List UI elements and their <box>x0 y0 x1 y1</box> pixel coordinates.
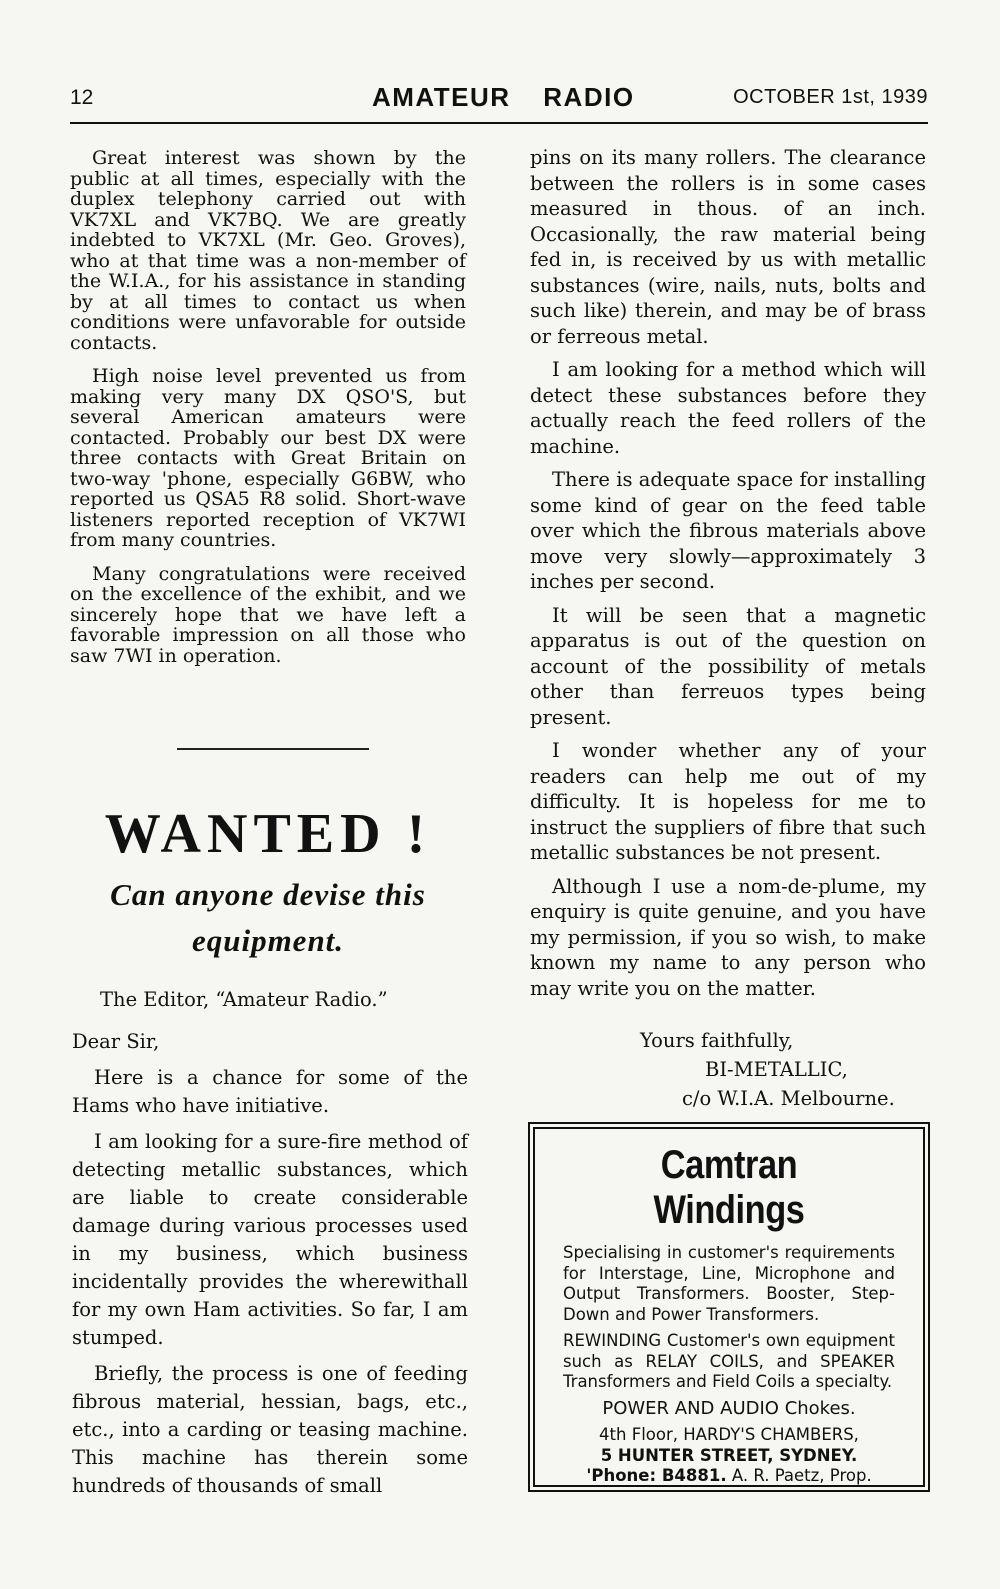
letter-left-column <box>72 986 468 1508</box>
paragraph: I am looking for a sure-fire method of detecting metallic substances, which are liable to create considerable damage during various processes used in my business, which business incidentally provides the wherewithall for my own Ham activities. So far, I am stumped. <box>72 1130 468 1349</box>
paragraph: Great interest was shown by the public at all times, especially with the duplex telephony carried out with VK7XL and VK7BQ. We are greatly indebted to VK7XL (Mr. Geo. Groves), who at that time was a non-member of the W.I.A., for his assistance in standing by at all times to contact us when conditions were unfavorable for outside contacts. <box>70 147 466 354</box>
letter-addressee: The Editor, “Amateur Radio.” <box>100 988 388 1011</box>
ad-specialising: Specialising in customer's requirements for Interstage, Line, Microphone and Output Transformers. Booster, Step-Down and Power Transformers. <box>563 1243 895 1324</box>
publication-title: AMATEUR RADIO <box>372 82 635 112</box>
wanted-heading: WANTED ! <box>104 803 432 865</box>
ad-chokes: POWER AND AUDIO Chokes. <box>602 1397 856 1419</box>
ad-proprietor: A. R. Paetz, Prop. <box>731 1466 872 1485</box>
letter-address: c/o W.I.A. Melbourne. <box>682 1087 895 1110</box>
ad-address-line2: 5 HUNTER STREET, SYDNEY. <box>600 1445 858 1465</box>
letter-signature: BI-METALLIC, <box>705 1058 848 1081</box>
letter-signoff <box>530 1026 926 1113</box>
paragraph: There is adequate space for installing some kind of gear on the feed table over which the fibrous materials above move very slowly—approximately 3 inches per second. <box>530 468 926 593</box>
ad-title: Camtran Windings <box>653 1143 805 1232</box>
paragraph: pins on its many rollers. The clearance between the rollers is in some cases measured in thous. of an inch. Occasionally, the raw material being fed in, is received by us with metallic substances (wire, nails, nuts, bolts and such like) therein, and may be of brass or ferreous metal. <box>530 146 926 348</box>
ad-rewinding: REWINDING Customer's own equipment such as RELAY COILS, and SPEAKER Transformers and Field Coils a specialty. <box>563 1331 895 1391</box>
paragraph: I wonder whether any of your readers can help me out of my difficulty. It is hopeless for me to instruct the suppliers of fibre that such metallic substances be not present. <box>530 739 926 864</box>
paragraph: Here is a chance for some of the Hams who have initiative. <box>72 1066 468 1117</box>
ad-address-line1: 4th Floor, HARDY'S CHAMBERS, <box>599 1425 859 1444</box>
paragraph: High noise level prevented us from making very many DX QSO'S, but several American amateurs were contacted. Probably our best DX were three contacts with Great Britain on two-way 'phone, especially G6BW, who reported us QSA5 R8 solid. Short-wave listeners reported reception of VK7WI from many countries. <box>70 365 466 551</box>
paragraph: Many congratulations were received on the excellence of the exhibit, and we sincerely hope that we have left a favorable impression on all those who saw 7WI in operation. <box>70 562 466 667</box>
ad-phone: 'Phone: B4881. <box>586 1466 727 1485</box>
camtran-advertisement <box>528 1122 930 1492</box>
section-divider <box>177 748 369 750</box>
page-header <box>70 82 928 124</box>
paragraph: Although I use a nom-de-plume, my enquiry is quite genuine, and you have my permission, if you so wish, to make known my name to any person who may write you on the matter. <box>530 874 926 1000</box>
letter-right-column <box>530 145 926 1009</box>
letter-closing: Yours faithfully, <box>640 1029 794 1052</box>
wanted-subheading: Can anyone devise this equipment. <box>110 877 426 958</box>
page-number: 12 <box>70 86 94 109</box>
letter-salutation: Dear Sir, <box>72 1030 160 1053</box>
article-continuation <box>70 148 466 679</box>
paragraph: Briefly, the process is one of feeding fibrous material, hessian, bags, etc., etc., into a carding or teasing machine. This machine has therein some hundreds of thousands of small <box>72 1362 468 1497</box>
issue-date: OCTOBER 1st, 1939 <box>733 86 928 108</box>
paragraph: It will be seen that a magnetic apparatus is out of the question on account of the possibility of metals other than ferreuos types being present. <box>530 603 926 729</box>
paragraph: I am looking for a method which will detect these substances before they actually reach the feed rollers of the machine. <box>530 358 926 458</box>
